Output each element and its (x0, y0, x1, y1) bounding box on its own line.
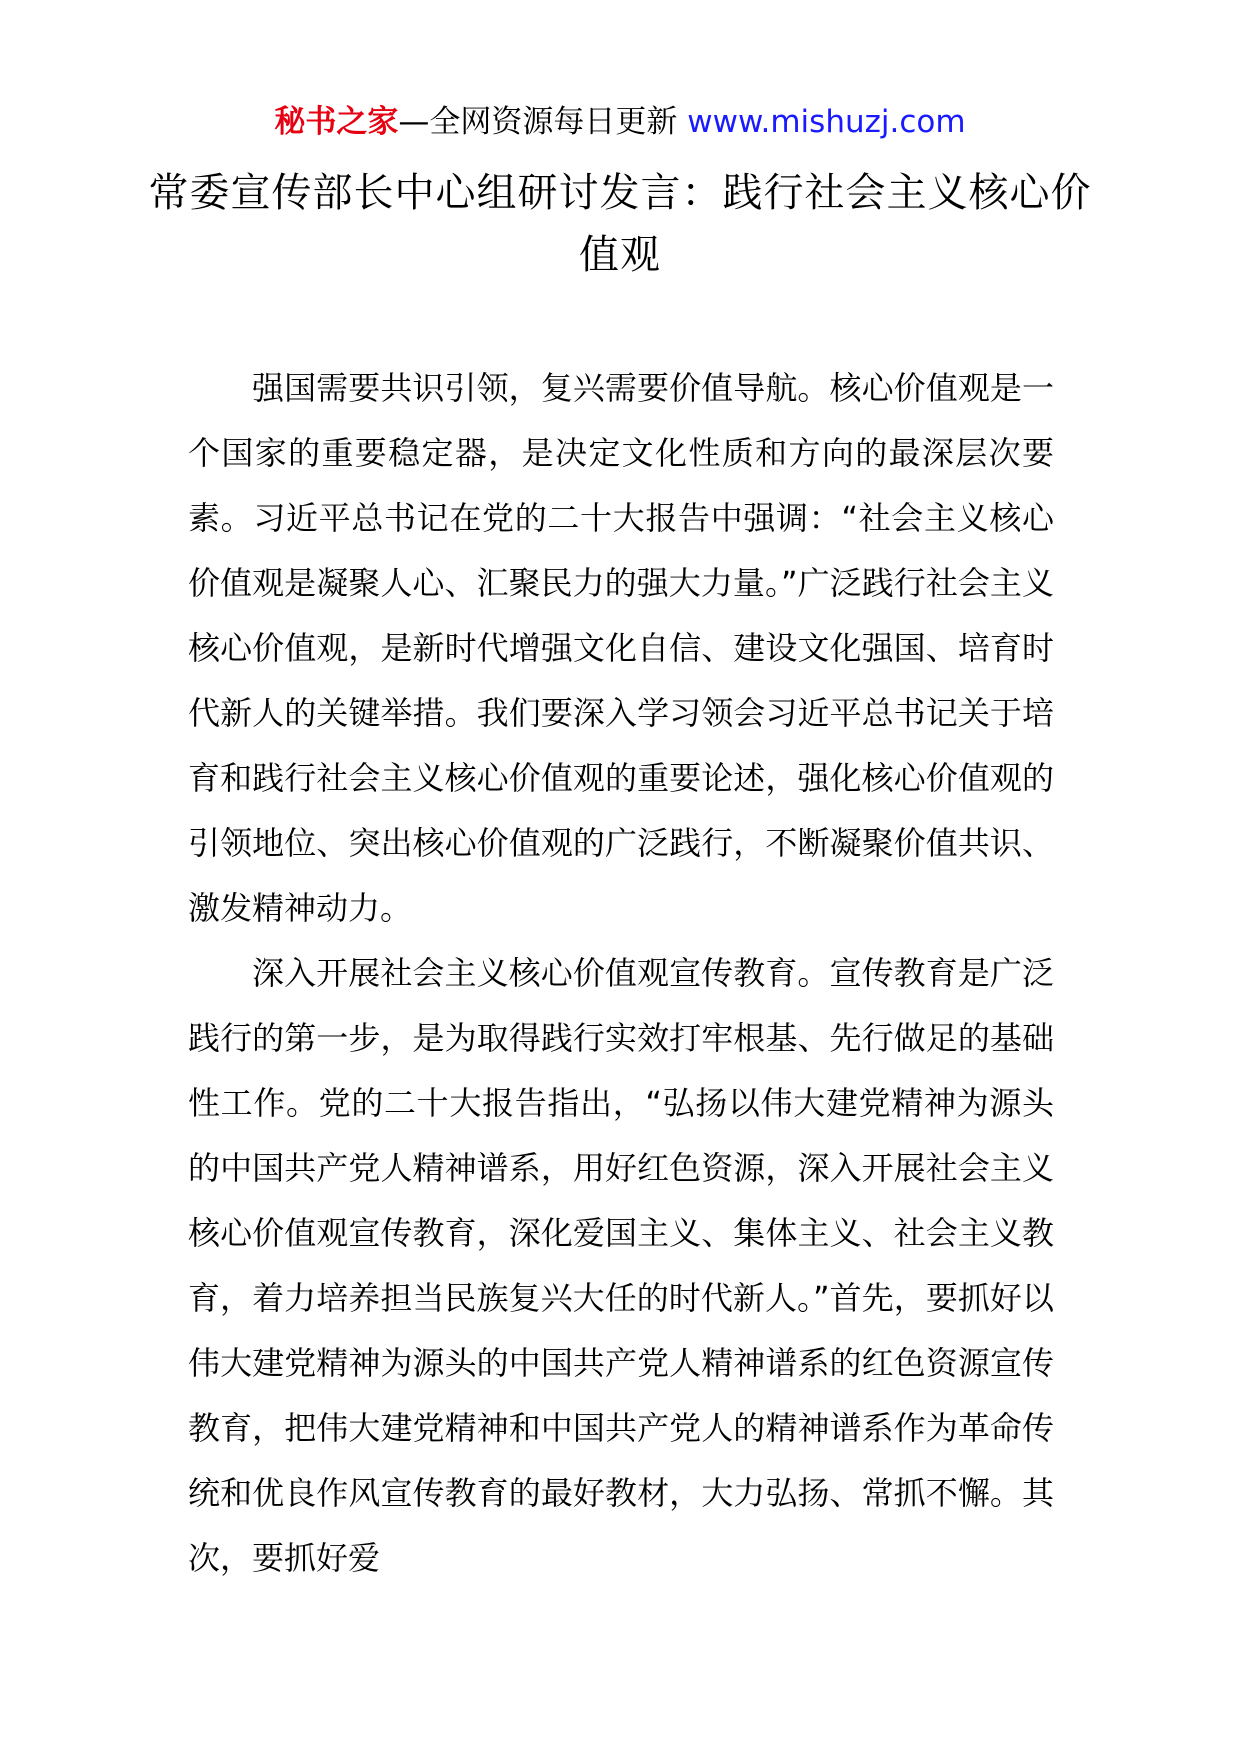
document-body (188, 356, 1054, 1591)
site-header (0, 100, 1240, 144)
site-url-link[interactable]: www.mishuzj.com (687, 104, 966, 140)
body-paragraph: 深入开展社会主义核心价值观宣传教育。宣传教育是广泛践行的第一步，是为取得践行实效打牢根基、先行做足的基础性工作。党的二十大报告指出，“弘扬以伟大建党精神为源头的中国共产党人精神谱系，用好红色资源，深入开展社会主义核心价值观宣传教育，深化爱国主义、集体主义、社会主义教育，着力培养担当民族复兴大任的时代新人。”首先，要抓好以伟大建党精神为源头的中国共产党人精神谱系的红色资源宣传教育，把伟大建党精神和中国共产党人的精神谱系作为革命传统和优良作风宣传教育的最好教材，大力弘扬、常抓不懈。其次，要抓好爱 (188, 954, 1054, 1577)
header-tagline: —全网资源每日更新 (398, 104, 678, 140)
brand-name: 秘书之家 (274, 104, 399, 140)
document-title: 常委宣传部长中心组研讨发言：践行社会主义核心价值观 (148, 170, 1092, 278)
body-paragraph: 强国需要共识引领，复兴需要价值导航。核心价值观是一个国家的重要稳定器，是决定文化性质和方向的最深层次要素。习近平总书记在党的二十大报告中强调：“社会主义核心价值观是凝聚人心、汇聚民力的强大力量。”广泛践行社会主义核心价值观，是新时代增强文化自信、建设文化强国、培育时代新人的关键举措。我们要深入学习领会习近平总书记关于培育和践行社会主义核心价值观的重要论述，强化核心价值观的引领地位、突出核心价值观的广泛践行，不断凝聚价值共识、激发精神动力。 (188, 369, 1054, 927)
